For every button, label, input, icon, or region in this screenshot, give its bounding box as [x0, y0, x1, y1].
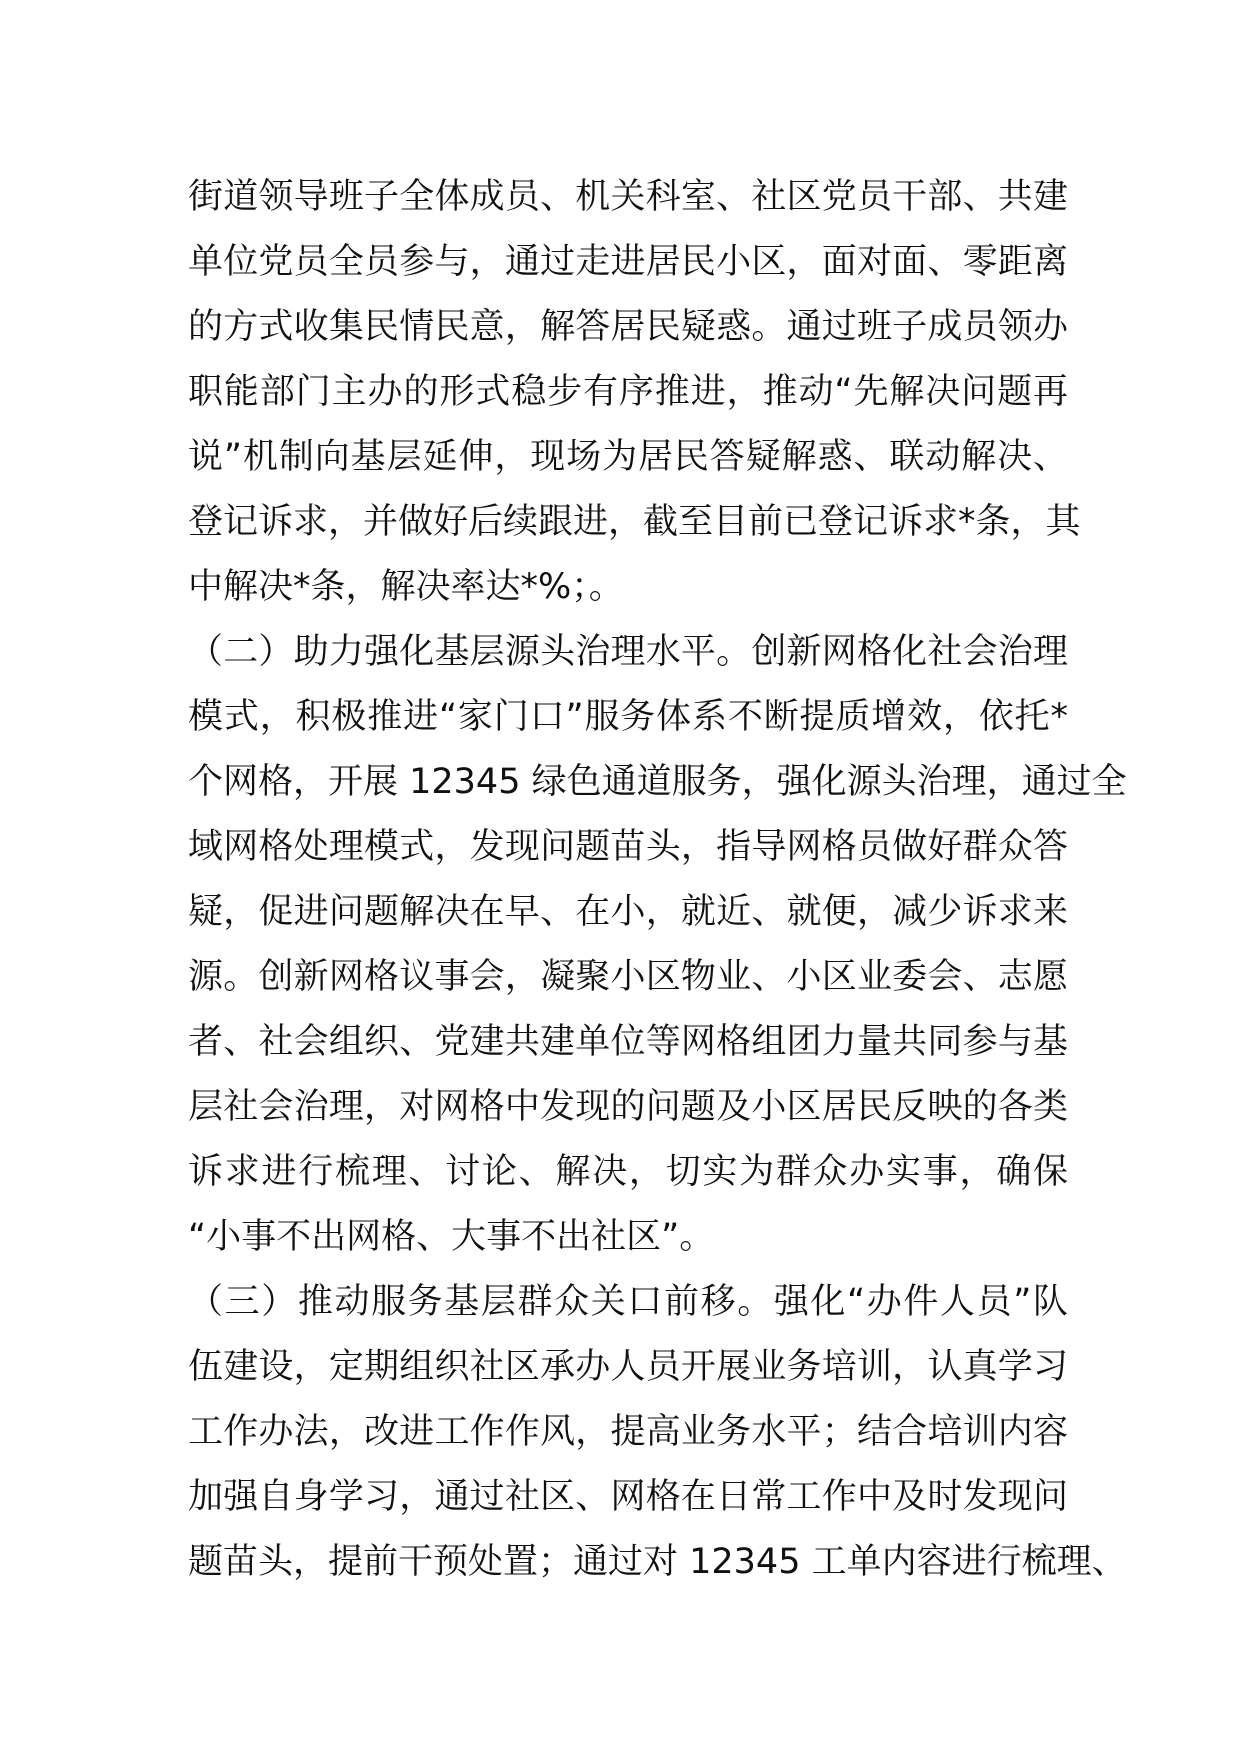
- text-line: 加强自身学习，通过社区、网格在日常工作中及时发现问: [188, 1477, 1068, 1517]
- section-heading-line: （三）推动服务基层群众关口前移。强化“办件人员”队: [188, 1282, 1068, 1322]
- text-line: 层社会治理，对网格中发现的问题及小区居民反映的各类: [188, 1087, 1068, 1127]
- text-line: 疑，促进问题解决在早、在小，就近、就便，减少诉求来: [188, 892, 1068, 932]
- text-line: 登记诉求，并做好后续跟进，截至目前已登记诉求*条，其: [188, 502, 1081, 542]
- text-line: 诉求进行梳理、讨论、解决，切实为群众办实事，确保: [188, 1152, 1068, 1192]
- text-line: 工作办法，改进工作作风，提高业务水平；结合培训内容: [188, 1412, 1068, 1452]
- text-line: 个网格，开展 12345 绿色通道服务，强化源头治理，通过全: [188, 762, 1127, 802]
- text-line: 域网格处理模式，发现问题苗头，指导网格员做好群众答: [188, 827, 1068, 867]
- text-line: 者、社会组织、党建共建单位等网格组团力量共同参与基: [188, 1022, 1068, 1062]
- body-text: [188, 165, 1127, 1595]
- text-line: 模式，积极推进“家门口”服务体系不断提质增效，依托*: [188, 697, 1068, 737]
- text-line: 伍建设，定期组织社区承办人员开展业务培训，认真学习: [188, 1347, 1068, 1387]
- text-line: 职能部门主办的形式稳步有序推进，推动“先解决问题再: [188, 372, 1068, 412]
- text-line: 题苗头，提前干预处置；通过对 12345 工单内容进行梳理、: [188, 1542, 1127, 1582]
- text-line: 说”机制向基层延伸，现场为居民答疑解惑、联动解决、: [188, 437, 1068, 477]
- text-line: 源。创新网格议事会，凝聚小区物业、小区业委会、志愿: [188, 957, 1068, 997]
- text-line: “小事不出网格、大事不出社区”。: [188, 1217, 715, 1257]
- text-line: 中解决*条，解决率达*%；。: [188, 567, 624, 607]
- text-line: 单位党员全员参与，通过走进居民小区，面对面、零距离: [188, 242, 1068, 282]
- text-line: 的方式收集民情民意，解答居民疑惑。通过班子成员领办: [188, 307, 1068, 347]
- text-line: 街道领导班子全体成员、机关科室、社区党员干部、共建: [188, 177, 1068, 217]
- section-heading-line: （二）助力强化基层源头治理水平。创新网格化社会治理: [188, 632, 1068, 672]
